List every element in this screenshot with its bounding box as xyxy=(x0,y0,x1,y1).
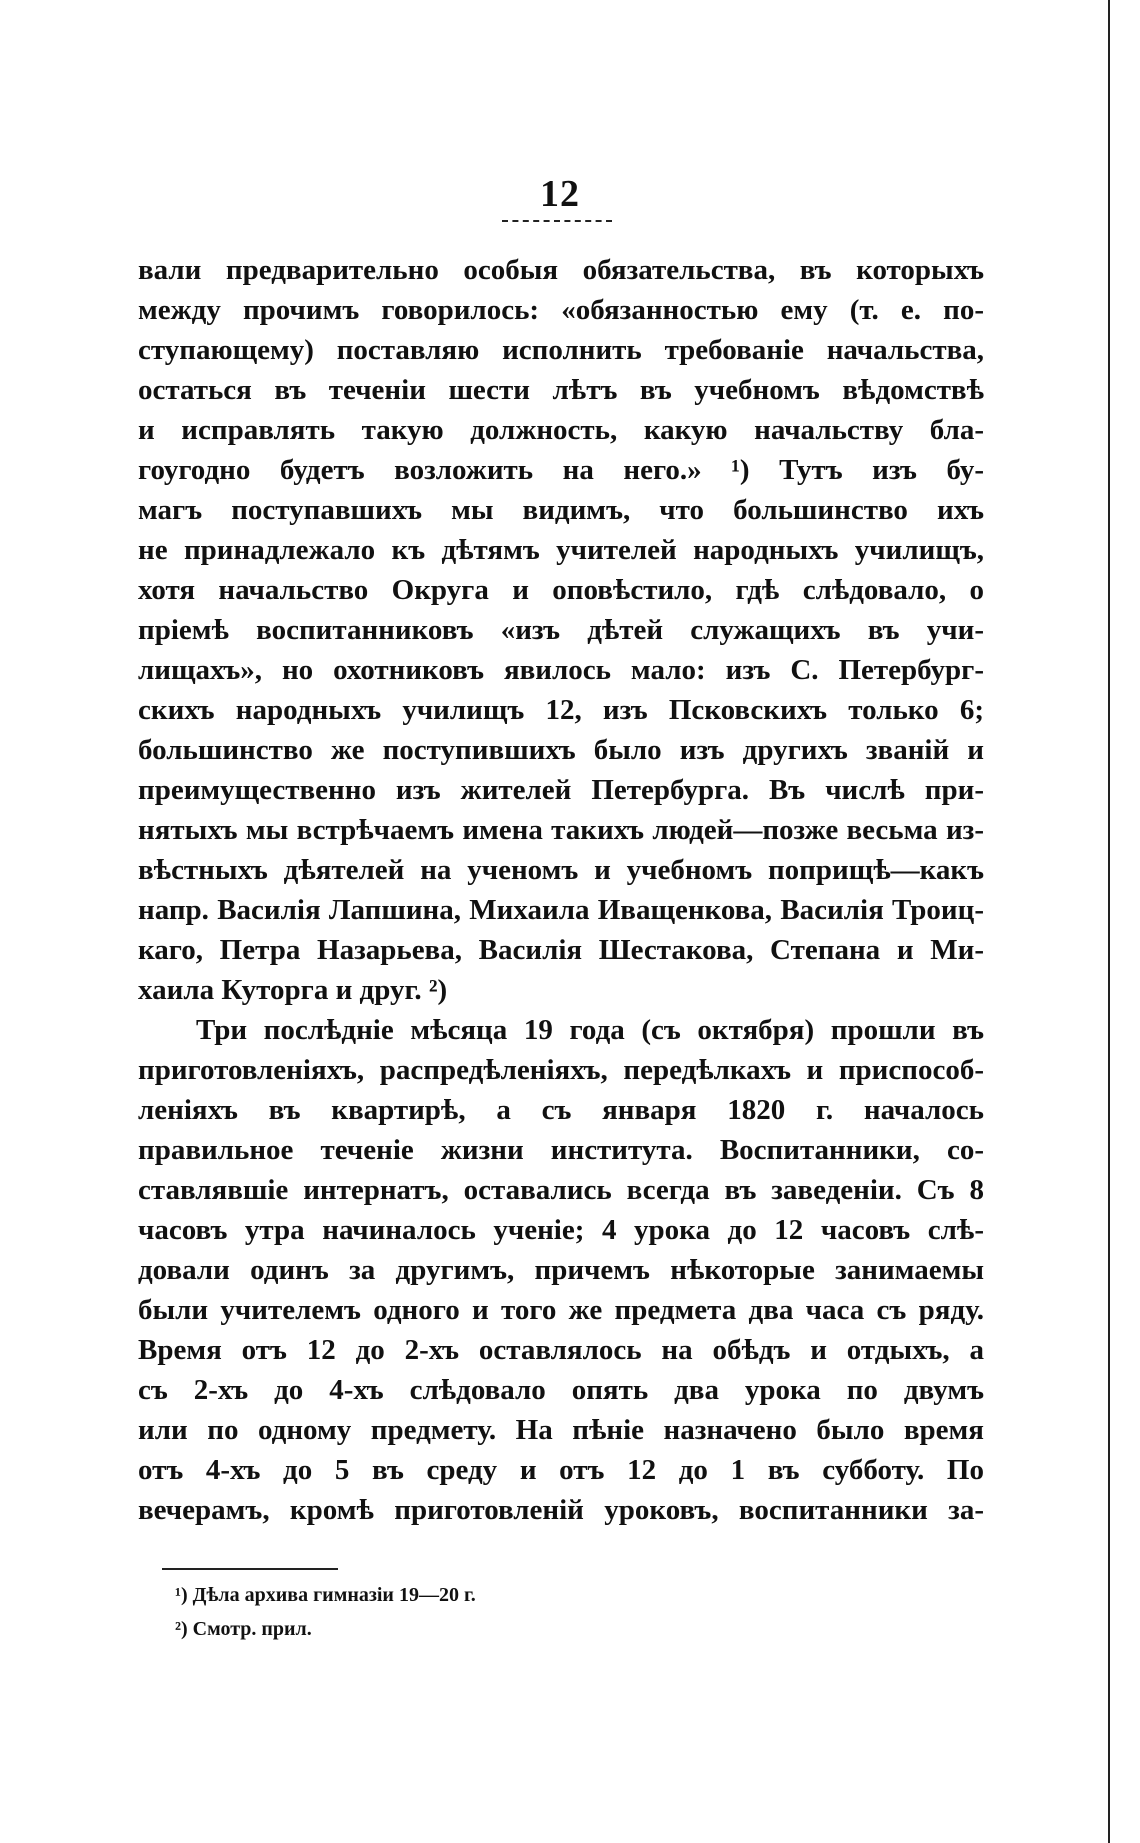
text-line: Время отъ 12 до 2-хъ оставлялось на обѣдъ и отдыхъ, а xyxy=(138,1334,984,1366)
text-line: нятыхъ мы встрѣчаемъ имена такихъ людей—позже весьма из- xyxy=(138,814,984,846)
text-line: леніяхъ въ квартирѣ, а съ января 1820 г. началось xyxy=(138,1094,984,1126)
text-line: остаться въ теченіи шести лѣтъ въ учебномъ вѣдомствѣ xyxy=(138,374,984,406)
text-line: правильное теченіе жизни института. Воспитанники, со- xyxy=(138,1134,984,1166)
text-line: напр. Василія Лапшина, Михаила Иващенкова, Василія Троиц- xyxy=(138,894,984,926)
paragraph-start-line: Три послѣдніе мѣсяца 19 года (съ октября) прошли въ xyxy=(196,1014,984,1046)
footnote-1: ¹) Дѣла архива гимназіи 19—20 г. xyxy=(175,1584,476,1606)
text-line: большинство же поступившихъ было изъ другихъ званій и xyxy=(138,734,984,766)
text-line: магъ поступавшихъ мы видимъ, что большинство ихъ xyxy=(138,494,984,526)
text-line: лищахъ», но охотниковъ явилось мало: изъ С. Петербург- xyxy=(138,654,984,686)
text-line: довали одинъ за другимъ, причемъ нѣкоторые занимаемы xyxy=(138,1254,984,1286)
page-number: 12 xyxy=(540,173,580,215)
text-line: были учителемъ одного и того же предмета два часа съ ряду. xyxy=(138,1294,984,1326)
footnotes xyxy=(175,1578,875,1646)
text-line: часовъ утра начиналось ученіе; 4 урока до 12 часовъ слѣ- xyxy=(138,1214,984,1246)
page-number-rule xyxy=(502,220,612,222)
text-line: или по одному предмету. На пѣніе назначено было время xyxy=(138,1414,984,1446)
text-line: вѣстныхъ дѣятелей на ученомъ и учебномъ поприщѣ—какъ xyxy=(138,854,984,886)
footnote-2: ²) Смотр. прил. xyxy=(175,1618,312,1640)
text-line: каго, Петра Назарьева, Василія Шестакова, Степана и Ми- xyxy=(138,934,984,966)
text-line: ступающему) поставляю исполнить требованіе начальства, xyxy=(138,334,984,366)
text-line: между прочимъ говорилось: «обязанностью ему (т. е. по- xyxy=(138,294,984,326)
text-line: вечерамъ, кромѣ приготовленій уроковъ, воспитанники за- xyxy=(138,1494,984,1526)
text-line: скихъ народныхъ училищъ 12, изъ Псковскихъ только 6; xyxy=(138,694,984,726)
text-line: гоугодно будетъ возложить на него.» ¹) Тутъ изъ бу- xyxy=(138,454,984,486)
text-line: хаила Куторга и друг. ²) xyxy=(138,974,448,1006)
text-line: не принадлежало къ дѣтямъ учителей народныхъ училищъ, xyxy=(138,534,984,566)
body-text xyxy=(138,250,984,1530)
text-line: хотя начальство Округа и оповѣстило, гдѣ слѣдовало, о xyxy=(138,574,984,606)
page-edge-rule xyxy=(1108,0,1110,1843)
text-line: приготовленіяхъ, распредѣленіяхъ, передѣлкахъ и приспособ- xyxy=(138,1054,984,1086)
text-line: вали предварительно особыя обязательства, въ которыхъ xyxy=(138,254,984,286)
text-line: преимущественно изъ жителей Петербурга. Въ числѣ при- xyxy=(138,774,984,806)
text-line: отъ 4-хъ до 5 въ среду и отъ 12 до 1 въ субботу. По xyxy=(138,1454,984,1486)
text-line: и исправлять такую должность, какую начальству бла- xyxy=(138,414,984,446)
footnote-separator xyxy=(162,1568,338,1570)
text-line: съ 2-хъ до 4-хъ слѣдовало опять два урока по двумъ xyxy=(138,1374,984,1406)
text-line: ставлявшіе интернатъ, оставались всегда въ заведеніи. Съ 8 xyxy=(138,1174,984,1206)
text-line: пріемѣ воспитанниковъ «изъ дѣтей служащихъ въ учи- xyxy=(138,614,984,646)
